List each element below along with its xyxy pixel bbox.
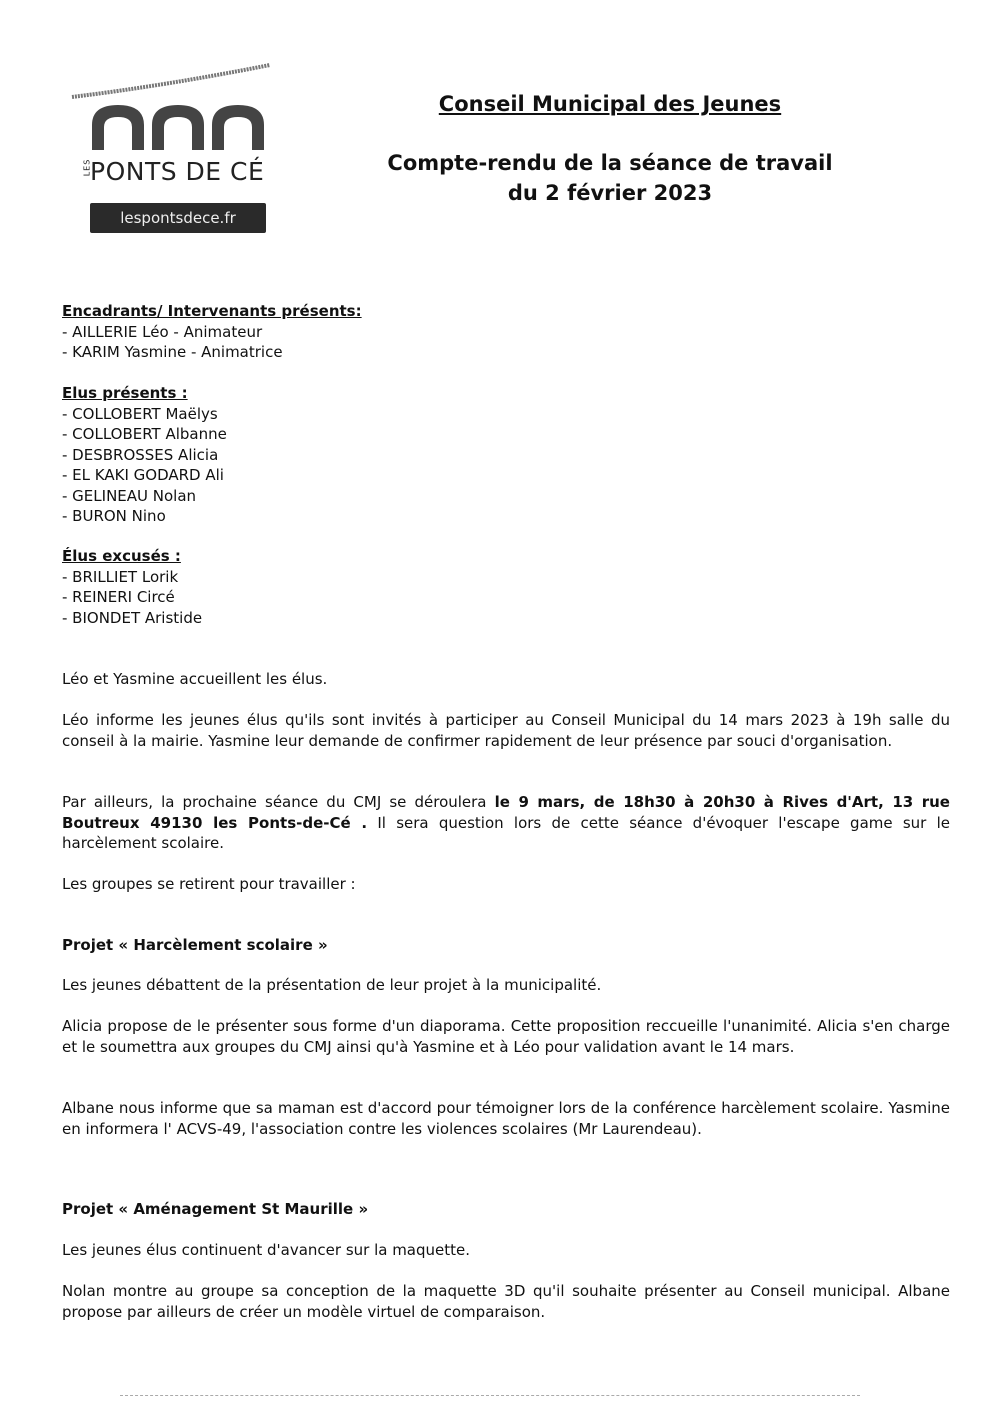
next-session-text-a: Par ailleurs, la prochaine séance du CMJ se déroulera [62,793,495,811]
subtitle-line-1: Compte-rendu de la séance de travail [387,151,833,175]
present-item: - DESBROSSES Alicia [62,445,219,464]
project-1-paragraph: Alicia propose de le présenter sous forme d'un diaporama. Cette proposition reccueille l'unanimité. Alicia s'en charge et le soumettra aux groupes du CMJ ainsi qu'à Yasmine et à Léo pour validation avant le 14 mars. [62,1017,950,1056]
present-item: - COLLOBERT Maëlys [62,404,218,423]
project-2-paragraph: Nolan montre au groupe sa conception de la maquette 3D qu'il souhaite présenter au Conseil municipal. Albane propose par ailleurs de créer un modèle virtuel de comparaison. [62,1282,950,1321]
project-1-paragraph: Albane nous informe que sa maman est d'accord pour témoigner lors de la conférence harcèlement scolaire. Yasmine en informera l' ACVS-49, l'association contre les violences scolaires (Mr Laurendeau). [62,1099,950,1138]
logo-url: lespontsdece.fr [90,203,266,233]
project-1-paragraph: Les jeunes débattent de la présentation de leur projet à la municipalité. [62,976,602,994]
page-title: Conseil Municipal des Jeunes [438,92,782,116]
present-item: - BURON Nino [62,507,166,525]
city-logo [70,55,270,240]
excused-item: - REINERI Circé [62,588,175,606]
bridge-arches-icon [70,55,270,155]
present-heading: Elus présents : [62,384,188,402]
present-item: - GELINEAU Nolan [62,486,197,505]
logo-name: PONTS DE CÉ [90,157,265,186]
project-2-heading: Projet « Aménagement St Maurille » [62,1200,369,1218]
paragraph-next-session [62,792,950,854]
next-session-text-b: Il sera question lors de cette séance d'évoquer l'escape game sur le harcèlement scolaire. [62,813,950,852]
staff-item: - KARIM Yasmine - Animatrice [62,343,283,361]
paragraph-invitation: Léo informe les jeunes élus qu'ils sont invités à participer au Conseil Municipal du 14 mars 2023 à 19h salle du conseil à la mairie. Yasmine leur demande de confirmer rapidement de leur présence par souci d'organisation. [62,711,950,750]
present-section [62,383,950,527]
staff-item: - AILLERIE Léo - Animateur [62,322,263,341]
staff-heading: Encadrants/ Intervenants présents: [62,302,362,320]
logo-prefix: LES [82,158,92,177]
next-session-details: le 9 mars, de 18h30 à 20h30 à Rives d'Art, 13 rue Boutreux 49130 les Ponts-de-Cé . [62,793,950,832]
excused-heading: Élus excusés : [62,547,181,565]
paragraph-groups: Les groupes se retirent pour travailler : [62,875,356,893]
present-item: - COLLOBERT Albanne [62,425,227,443]
excused-item: - BIONDET Aristide [62,608,203,627]
subtitle-line-2: du 2 février 2023 [507,181,713,205]
page-subtitle [330,148,890,208]
excused-item: - BRILLIET Lorik [62,567,179,586]
logo-wordmark [82,157,270,186]
excused-section [62,546,950,628]
project-1-heading: Projet « Harcèlement scolaire » [62,936,328,954]
project-2-paragraph: Les jeunes élus continuent d'avancer sur la maquette. [62,1241,471,1259]
paragraph-welcome: Léo et Yasmine accueillent les élus. [62,670,328,688]
page-bottom-divider [120,1395,860,1396]
staff-section [62,301,950,363]
present-item: - EL KAKI GODARD Ali [62,466,224,484]
